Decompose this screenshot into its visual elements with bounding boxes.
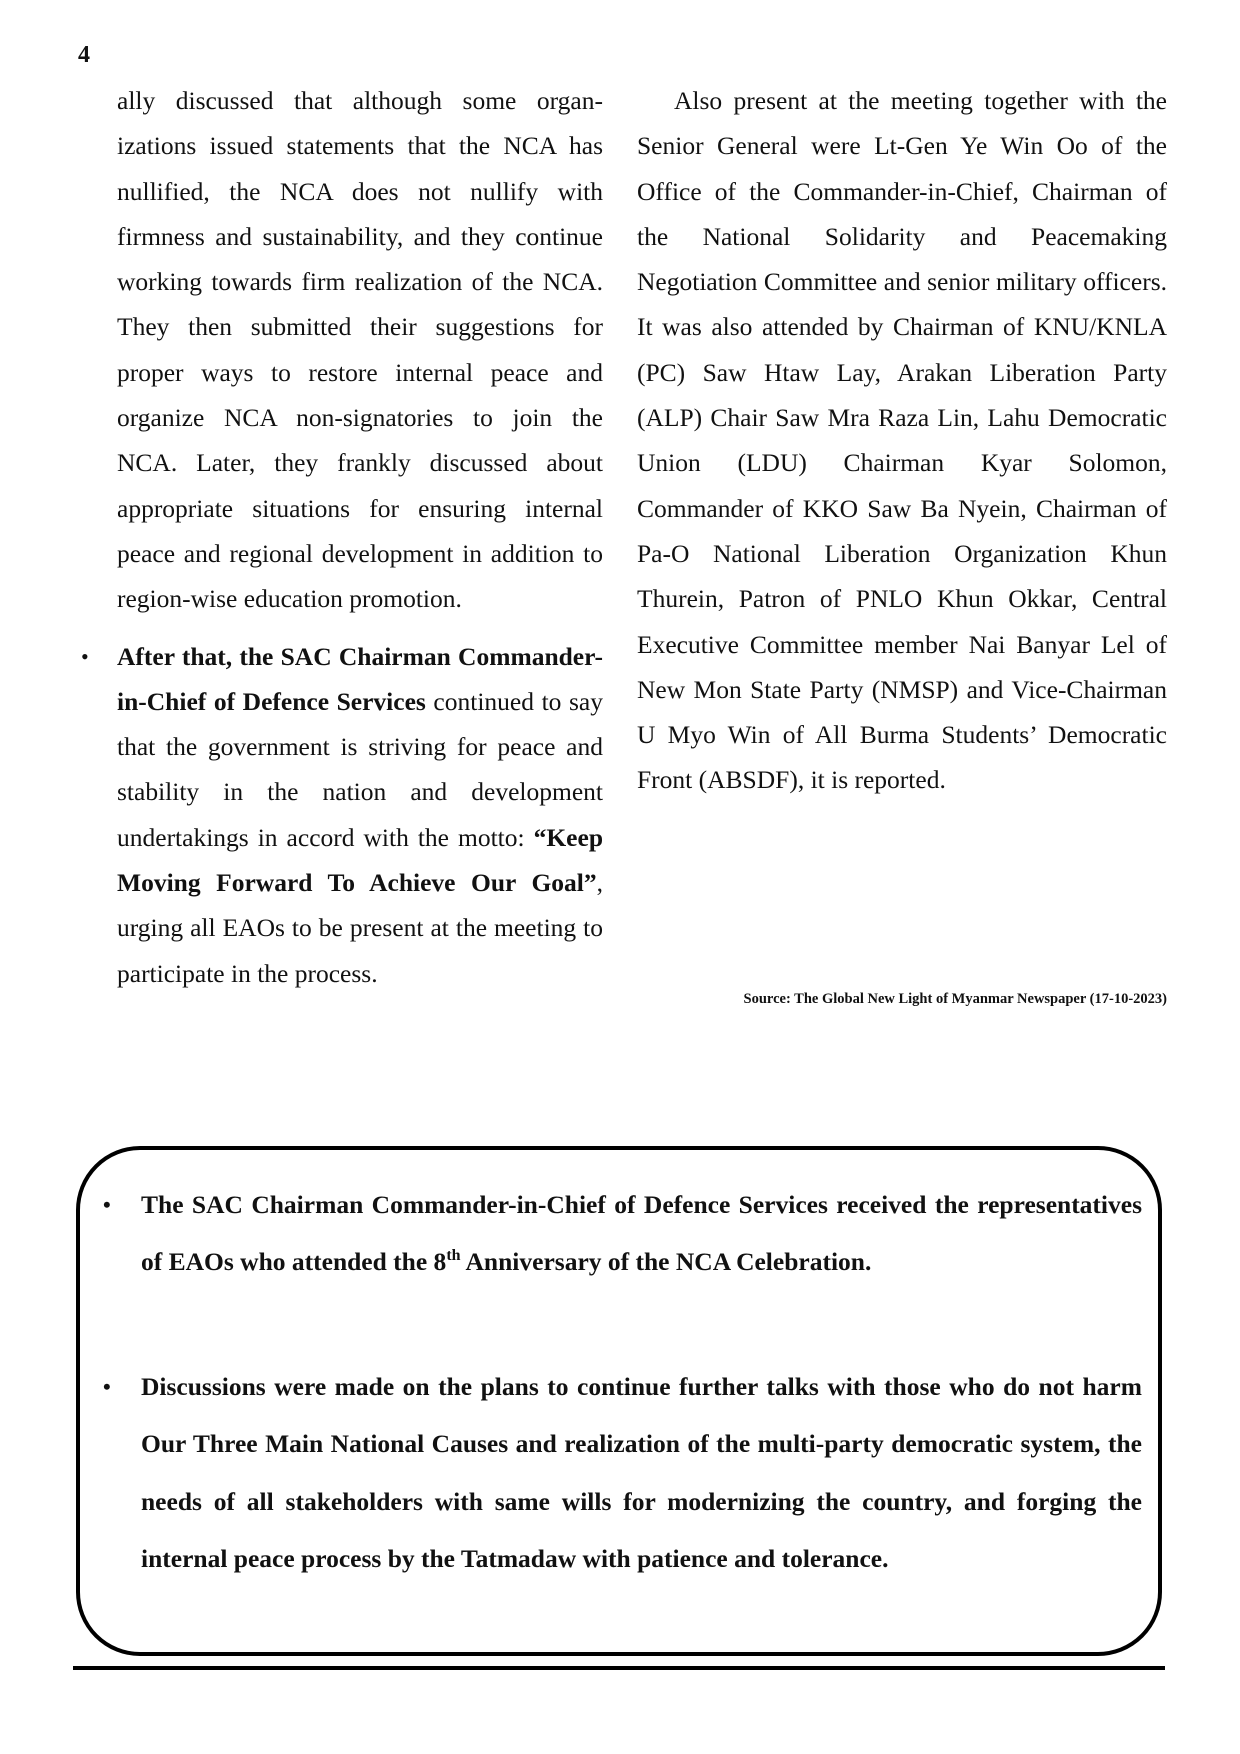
bullet-icon: • <box>103 1374 111 1399</box>
bullet-icon: • <box>81 643 89 669</box>
left-bullet-paragraph <box>81 634 603 996</box>
right-column <box>637 78 1167 803</box>
left-column <box>81 78 603 996</box>
summary-item-2-text: Discussions were made on the plans to continue further talks with those who do not harm Our Three Main National Causes and realization of the multi-party democratic system, the needs of all stakeholders with same wills for modernizing the country, and forging the internal peace process by the Tatmadaw with patience and tolerance. <box>141 1372 1142 1573</box>
bullet-text-1: continued to say that the government is striving for peace and stability in the nation and development undertakings in accord with the motto: <box>117 686 603 852</box>
summary-item-1 <box>103 1176 1142 1291</box>
bullet-text-2: , urging all EAOs to be present at the meeting to participate in the process. <box>117 868 603 988</box>
bullet-bold-lead: After that, the SAC Chairman Commander-in-Chief of Defence Services <box>117 641 603 716</box>
right-paragraph: Also present at the meeting together with the Senior General were Lt-Gen Ye Win Oo of the Office of the Commander-in-Chief, Chairman of the National Solidarity and Peacemaking Negotiation Committee and senior military officers. It was also attended by Chairman of KNU/KNLA (PC) Saw Htaw Lay, Arakan Liberation Party (ALP) Chair Saw Mra Raza Lin, Lahu Democratic Union (LDU) Chairman Kyar Solomon, Commander of KKO Saw Ba Nyein, Chairman of Pa-O National Liberation Organization Khun Thurein, Patron of PNLO Khun Okkar, Central Executive Committee member Nai Banyar Lel of New Mon State Party (NMSP) and Vice-Chairman U Myo Win of All Burma Students’ Democratic Front (ABSDF), it is reported. <box>637 86 1167 795</box>
source-citation: Source: The Global New Light of Myanmar Newspaper (17-10-2023) <box>743 991 1167 1007</box>
bullet-icon: • <box>103 1192 111 1217</box>
left-paragraph: ally discussed that although some organizations issued statements that the NCA has nullified, the NCA does not nullify with firmness and sustainability, and they continue working towards firm realization of the NCA. They then submitted their suggestions for proper ways to restore internal peace and organize NCA non-signatories to join the NCA. Later, they frankly discussed about appropriate situations for ensuring internal peace and regional development in addition to region-wise education promotion. <box>117 86 603 614</box>
summary-item-1-text-b: Anniversary of the NCA Celebration. <box>460 1247 872 1277</box>
page-number: 4 <box>78 42 90 68</box>
motto: “Keep Moving Forward To Achieve Our Goal” <box>117 822 603 898</box>
summary-item-2 <box>103 1358 1142 1587</box>
summary-item-1-text-a: The SAC Chairman Commander-in-Chief of Defence Services received the representatives of EAOs who attended the 8 <box>141 1190 1142 1277</box>
ordinal-superscript: th <box>446 1247 461 1265</box>
bottom-rule <box>73 1666 1165 1670</box>
